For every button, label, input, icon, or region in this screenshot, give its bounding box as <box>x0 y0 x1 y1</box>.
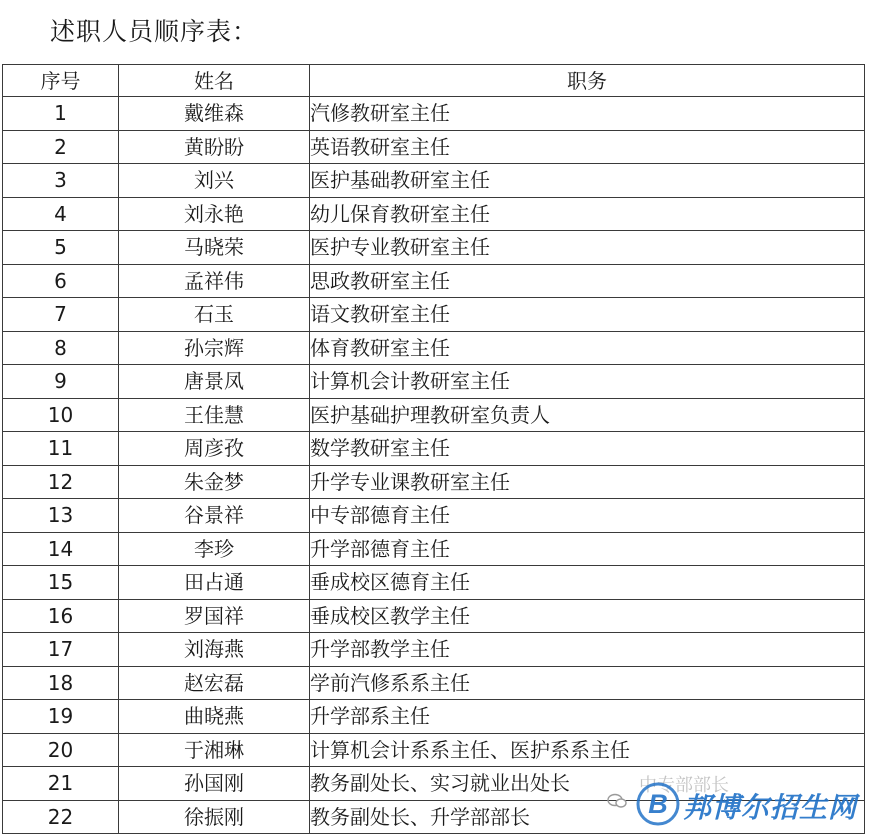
cell-number: 18 <box>3 666 119 700</box>
watermark-site-name: 邦博尔招生网 <box>683 791 858 824</box>
cell-position: 中专部德育主任 <box>310 499 865 533</box>
cell-position: 升学部德育主任 <box>310 532 865 566</box>
table-row <box>3 800 865 834</box>
cell-number: 20 <box>3 733 119 767</box>
cell-position: 学前汽修系系主任 <box>310 666 865 700</box>
roster-table-body <box>3 97 865 834</box>
cell-position: 医护基础教研室主任 <box>310 164 865 198</box>
cell-number: 10 <box>3 398 119 432</box>
column-header-position: 职务 <box>310 65 865 97</box>
cell-number: 19 <box>3 700 119 734</box>
cell-position: 教务副处长、实习就业出处长 <box>310 767 865 801</box>
watermark-logo-letter: B <box>648 789 668 819</box>
cell-name: 孙宗辉 <box>119 331 310 365</box>
cell-position: 教务副处长、升学部部长 <box>310 800 865 834</box>
cell-position: 医护专业教研室主任 <box>310 231 865 265</box>
cell-number: 6 <box>3 264 119 298</box>
cell-name: 于湘琳 <box>119 733 310 767</box>
table-row <box>3 164 865 198</box>
table-row <box>3 767 865 801</box>
cell-number: 14 <box>3 532 119 566</box>
cell-name: 田占通 <box>119 566 310 600</box>
cell-name: 唐景凤 <box>119 365 310 399</box>
document-title: 述职人员顺序表： <box>50 17 259 46</box>
cell-name: 王佳慧 <box>119 398 310 432</box>
cell-name: 曲晓燕 <box>119 700 310 734</box>
table-row <box>3 499 865 533</box>
cell-name: 刘兴 <box>119 164 310 198</box>
cell-position: 英语教研室主任 <box>310 130 865 164</box>
cell-position: 垂成校区德育主任 <box>310 566 865 600</box>
cell-name: 石玉 <box>119 298 310 332</box>
cell-number: 4 <box>3 197 119 231</box>
cell-number: 16 <box>3 599 119 633</box>
table-row <box>3 365 865 399</box>
table-row <box>3 666 865 700</box>
cell-position: 数学教研室主任 <box>310 432 865 466</box>
cell-number: 22 <box>3 800 119 834</box>
table-row <box>3 432 865 466</box>
cell-position: 升学部教学主任 <box>310 633 865 667</box>
cell-name: 徐振刚 <box>119 800 310 834</box>
roster-table <box>2 64 865 834</box>
cell-position: 升学专业课教研室主任 <box>310 465 865 499</box>
cell-name: 李珍 <box>119 532 310 566</box>
column-header-name: 姓名 <box>119 65 310 97</box>
table-row <box>3 733 865 767</box>
table-row <box>3 264 865 298</box>
cell-position: 幼儿保育教研室主任 <box>310 197 865 231</box>
cell-name: 罗国祥 <box>119 599 310 633</box>
cell-position: 思政教研室主任 <box>310 264 865 298</box>
table-row <box>3 97 865 131</box>
table-row <box>3 331 865 365</box>
cell-name: 孟祥伟 <box>119 264 310 298</box>
cell-position: 计算机会计系系主任、医护系系主任 <box>310 733 865 767</box>
cell-number: 12 <box>3 465 119 499</box>
cell-name: 刘海燕 <box>119 633 310 667</box>
table-header-row <box>3 65 865 97</box>
cell-position: 医护基础护理教研室负责人 <box>310 398 865 432</box>
cell-number: 2 <box>3 130 119 164</box>
table-row <box>3 566 865 600</box>
table-row <box>3 599 865 633</box>
column-header-number: 序号 <box>3 65 119 97</box>
cell-name: 黄盼盼 <box>119 130 310 164</box>
cell-position: 汽修教研室主任 <box>310 97 865 131</box>
cell-name: 周彦孜 <box>119 432 310 466</box>
cell-number: 11 <box>3 432 119 466</box>
cell-number: 5 <box>3 231 119 265</box>
cell-position: 垂成校区教学主任 <box>310 599 865 633</box>
cell-name: 孙国刚 <box>119 767 310 801</box>
cell-name: 马晓荣 <box>119 231 310 265</box>
cell-number: 7 <box>3 298 119 332</box>
cell-number: 13 <box>3 499 119 533</box>
cell-number: 9 <box>3 365 119 399</box>
cell-name: 刘永艳 <box>119 197 310 231</box>
cell-name: 谷景祥 <box>119 499 310 533</box>
table-row <box>3 298 865 332</box>
table-row <box>3 633 865 667</box>
table-row <box>3 197 865 231</box>
cell-number: 3 <box>3 164 119 198</box>
cell-number: 1 <box>3 97 119 131</box>
table-row <box>3 130 865 164</box>
cell-position: 计算机会计教研室主任 <box>310 365 865 399</box>
cell-position: 升学部系主任 <box>310 700 865 734</box>
table-row <box>3 465 865 499</box>
cell-number: 15 <box>3 566 119 600</box>
cell-number: 17 <box>3 633 119 667</box>
cell-number: 8 <box>3 331 119 365</box>
cell-name: 戴维森 <box>119 97 310 131</box>
table-row <box>3 398 865 432</box>
cell-position: 语文教研室主任 <box>310 298 865 332</box>
cell-position: 体育教研室主任 <box>310 331 865 365</box>
cell-name: 赵宏磊 <box>119 666 310 700</box>
watermark-faint-text: 中专部部长 <box>639 775 729 796</box>
table-row <box>3 532 865 566</box>
cell-number: 21 <box>3 767 119 801</box>
cell-name: 朱金梦 <box>119 465 310 499</box>
table-row <box>3 700 865 734</box>
table-row <box>3 231 865 265</box>
